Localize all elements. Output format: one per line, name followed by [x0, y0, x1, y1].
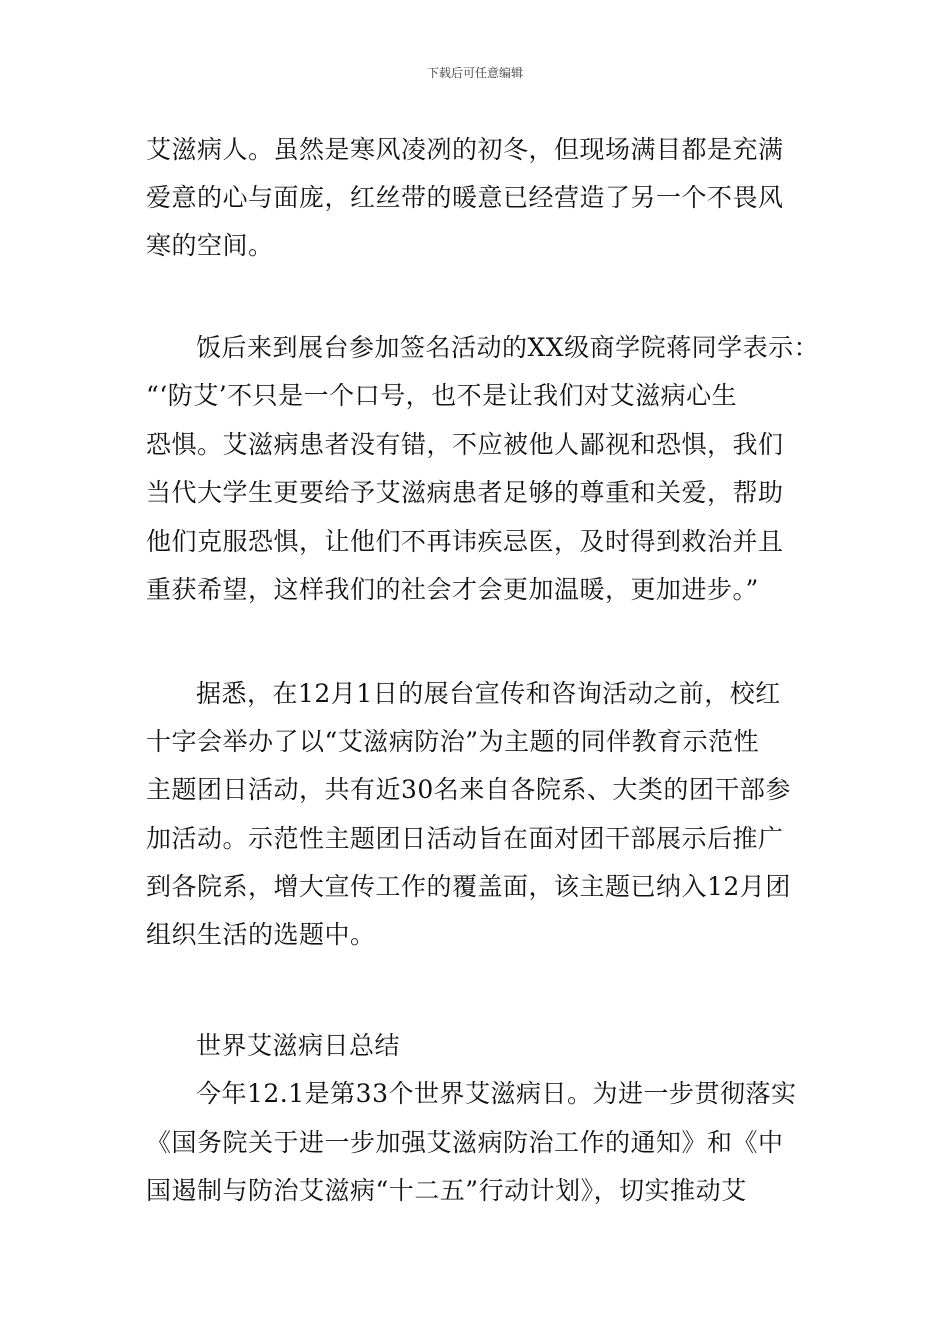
paragraph-3-line-2: 十字会举办了以“艾滋病防治”为主题的同伴教育示范性	[146, 727, 760, 756]
paragraph-2-line-6: 重获希望，这样我们的社会才会更加温暖，更加进步。”	[146, 575, 759, 604]
paragraph-4-line-3: 国遏制与防治艾滋病“十二五”行动计划》，切实推动艾	[146, 1176, 747, 1205]
paragraph-3-line-5: 到各院系，增大宣传工作的覆盖面，该主题已纳入12月团	[146, 872, 791, 901]
page-header-note: 下载后可任意编辑	[426, 66, 523, 80]
paragraph-1-line-1: 艾滋病人。虽然是寒风凌冽的初冬，但现场满目都是充满	[146, 135, 784, 164]
section-heading: 世界艾滋病日总结	[196, 1031, 401, 1060]
paragraph-3-line-4: 加活动。示范性主题团日活动旨在面对团干部展示后推广	[146, 824, 784, 853]
paragraph-2-line-1: 饭后来到展台参加签名活动的XX级商学院蒋同学表示：	[196, 333, 820, 362]
paragraph-2-line-3: 恐惧。艾滋病患者没有错，不应被他人鄙视和恐惧，我们	[146, 430, 784, 459]
paragraph-3-line-6: 组织生活的选题中。	[146, 920, 376, 949]
paragraph-1-line-2: 爱意的心与面庞，红丝带的暖意已经营造了另一个不畏风	[146, 183, 784, 212]
paragraph-2-line-4: 当代大学生更要给予艾滋病患者足够的尊重和关爱，帮助	[146, 478, 784, 507]
paragraph-2-line-2: “‘防艾’不只是一个口号，也不是让我们对艾滋病心生	[146, 381, 738, 410]
paragraph-3-line-1: 据悉，在12月1日的展台宣传和咨询活动之前，校红	[196, 679, 781, 708]
paragraph-3-line-3: 主题团日活动，共有近30名来自各院系、大类的团干部参	[146, 775, 791, 804]
paragraph-2-line-5: 他们克服恐惧，让他们不再讳疾忌医，及时得到救治并且	[146, 527, 784, 556]
paragraph-1-line-3: 寒的空间。	[146, 231, 274, 260]
paragraph-4-line-2: 《国务院关于进一步加强艾滋病防治工作的通知》和《中	[146, 1128, 784, 1157]
paragraph-4-line-1: 今年12.1是第33个世界艾滋病日。为进一步贯彻落实	[196, 1079, 797, 1108]
